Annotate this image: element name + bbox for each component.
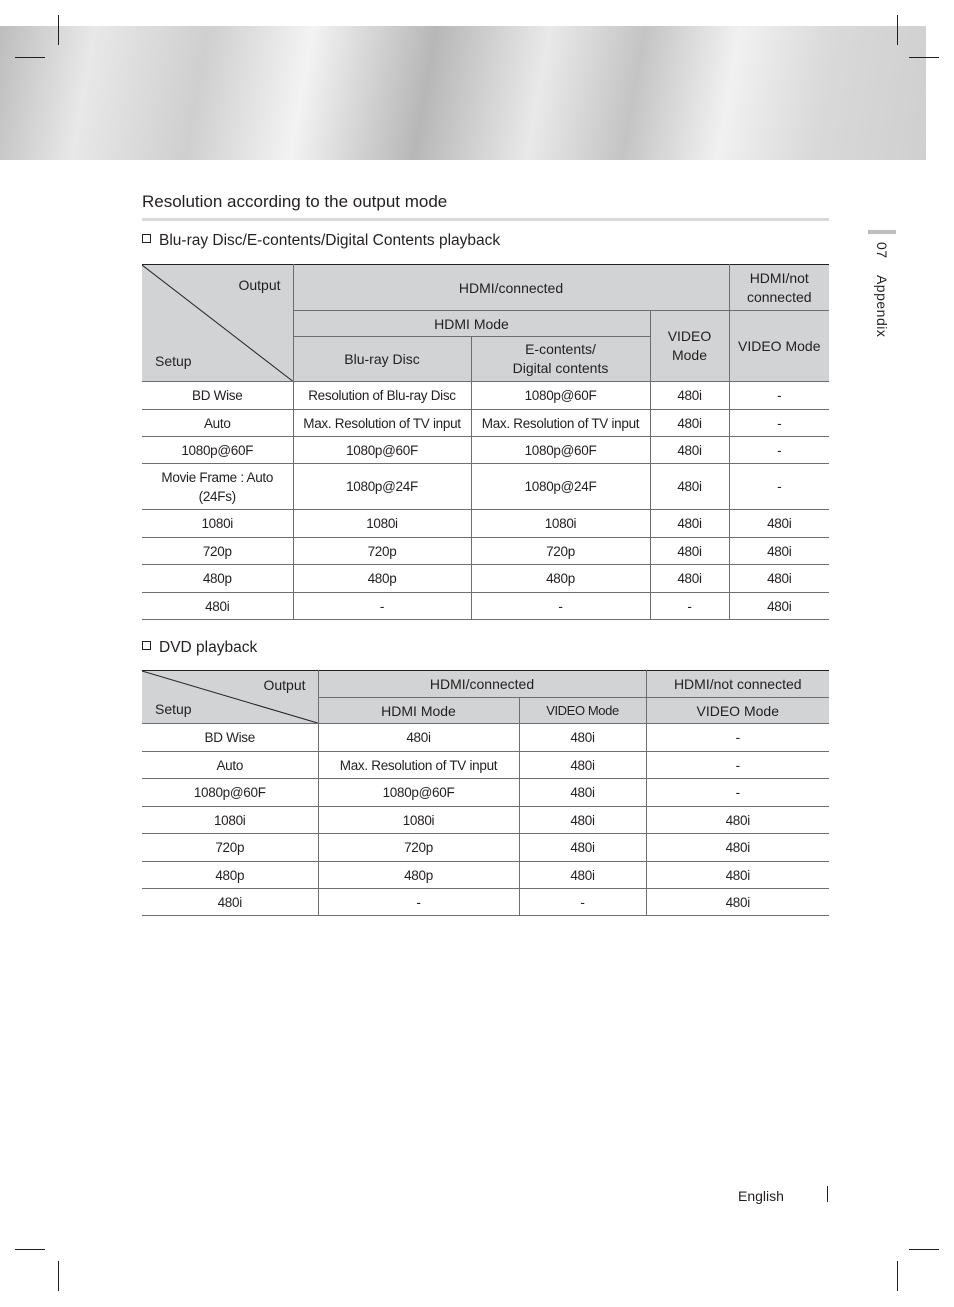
- header-video-mode-not-connected: VIDEO Mode: [646, 698, 829, 724]
- table-row: [142, 779, 829, 807]
- setup-cell: 720p: [142, 834, 318, 862]
- crop-mark: [909, 57, 939, 58]
- corner-output-label: Output: [263, 677, 306, 693]
- crop-mark: [897, 1261, 898, 1291]
- chapter-label: Appendix: [874, 274, 890, 338]
- output-cell: 480i: [729, 565, 829, 593]
- output-cell: 480i: [650, 437, 729, 464]
- setup-cell: 480i: [142, 889, 318, 916]
- output-cell: -: [729, 437, 829, 464]
- table-row: [142, 538, 829, 565]
- output-cell: 480i: [646, 807, 829, 834]
- output-cell: 480i: [318, 724, 519, 752]
- output-cell: 1080p@24F: [293, 464, 471, 510]
- table-row: [142, 464, 829, 510]
- table-row: [142, 807, 829, 834]
- output-cell: 480i: [519, 779, 646, 807]
- output-cell: 720p: [318, 834, 519, 862]
- output-cell: Resolution of Blu-ray Disc: [293, 382, 471, 410]
- table-row: [142, 862, 829, 889]
- table-row: [142, 565, 829, 593]
- output-cell: -: [318, 889, 519, 916]
- output-cell: 480p: [293, 565, 471, 593]
- header-hdmi-mode: HDMI Mode: [293, 311, 650, 337]
- subtitle-bluray: [142, 232, 500, 250]
- table-corner-cell: [142, 671, 318, 724]
- header-video-mode: VIDEO Mode: [519, 698, 646, 724]
- output-cell: 720p: [293, 538, 471, 565]
- table-corner-cell: [142, 265, 293, 382]
- subtitle-bluray-text: Blu-ray Disc/E-contents/Digital Contents playback: [159, 232, 501, 249]
- output-cell: -: [650, 593, 729, 620]
- table-row: [142, 752, 829, 779]
- setup-cell: 1080i: [142, 807, 318, 834]
- output-cell: 1080p@60F: [293, 437, 471, 464]
- crop-mark: [909, 1249, 939, 1250]
- chapter-side-tab: [868, 230, 896, 370]
- output-cell: 480i: [519, 752, 646, 779]
- section-title: Resolution according to the output mode: [142, 192, 829, 221]
- output-cell: 720p: [471, 538, 650, 565]
- header-video-mode: VIDEO Mode: [650, 311, 729, 382]
- output-cell: -: [646, 779, 829, 807]
- output-cell: 480i: [650, 382, 729, 410]
- output-cell: 1080p@60F: [471, 382, 650, 410]
- setup-cell: Auto: [142, 410, 293, 437]
- output-cell: -: [293, 593, 471, 620]
- output-cell: 1080i: [293, 510, 471, 538]
- output-cell: -: [646, 724, 829, 752]
- setup-cell: 480p: [142, 565, 293, 593]
- output-cell: 1080i: [318, 807, 519, 834]
- setup-cell: Movie Frame : Auto (24Fs): [142, 464, 293, 510]
- corner-setup-label: Setup: [155, 353, 192, 369]
- setup-cell: BD Wise: [142, 382, 293, 410]
- table-row: [142, 510, 829, 538]
- setup-cell: 1080p@60F: [142, 779, 318, 807]
- output-cell: 480i: [519, 834, 646, 862]
- output-cell: 480i: [650, 510, 729, 538]
- header-banner: [0, 26, 926, 160]
- output-cell: Max. Resolution of TV input: [318, 752, 519, 779]
- subtitle-dvd-text: DVD playback: [159, 639, 258, 656]
- output-cell: -: [729, 464, 829, 510]
- output-cell: 1080p@24F: [471, 464, 650, 510]
- output-cell: -: [471, 593, 650, 620]
- chapter-number: 07: [874, 242, 890, 259]
- table-row: [142, 410, 829, 437]
- header-hdmi-not-connected: HDMI/not connected: [646, 671, 829, 698]
- output-cell: -: [729, 382, 829, 410]
- side-tab-text: [874, 242, 890, 337]
- header-video-mode-not-connected: VIDEO Mode: [729, 311, 829, 382]
- crop-mark: [58, 1261, 59, 1291]
- table-row: [142, 724, 829, 752]
- output-cell: 480p: [471, 565, 650, 593]
- setup-cell: Auto: [142, 752, 318, 779]
- corner-output-label: Output: [238, 277, 281, 293]
- header-hdmi-mode: HDMI Mode: [318, 698, 519, 724]
- output-cell: 480i: [729, 593, 829, 620]
- table-row: [142, 834, 829, 862]
- output-cell: 1080p@60F: [471, 437, 650, 464]
- corner-setup-label: Setup: [155, 701, 192, 717]
- output-cell: 480i: [650, 565, 729, 593]
- setup-cell: 480p: [142, 862, 318, 889]
- header-hdmi-connected: HDMI/connected: [318, 671, 646, 698]
- setup-cell: 1080p@60F: [142, 437, 293, 464]
- table-row: [142, 593, 829, 620]
- table-row: [142, 382, 829, 410]
- subtitle-dvd: [142, 639, 257, 657]
- output-cell: 480i: [729, 538, 829, 565]
- header-hdmi-connected: HDMI/connected: [293, 265, 729, 311]
- output-cell: 1080p@60F: [318, 779, 519, 807]
- crop-mark: [58, 15, 59, 45]
- output-cell: 480p: [318, 862, 519, 889]
- output-cell: 480i: [650, 538, 729, 565]
- output-cell: 480i: [650, 464, 729, 510]
- output-cell: -: [646, 752, 829, 779]
- dvd-resolution-table: [142, 670, 829, 916]
- output-cell: Max. Resolution of TV input: [471, 410, 650, 437]
- output-cell: Max. Resolution of TV input: [293, 410, 471, 437]
- crop-mark: [15, 57, 45, 58]
- output-cell: 480i: [519, 862, 646, 889]
- output-cell: 480i: [729, 510, 829, 538]
- output-cell: 480i: [646, 834, 829, 862]
- setup-cell: 480i: [142, 593, 293, 620]
- output-cell: 480i: [519, 807, 646, 834]
- header-econtents: E-contents/ Digital contents: [471, 337, 650, 382]
- checkbox-bullet-icon: [142, 234, 151, 243]
- setup-cell: 720p: [142, 538, 293, 565]
- output-cell: -: [729, 410, 829, 437]
- footer-divider: [827, 1186, 828, 1202]
- output-cell: 480i: [646, 862, 829, 889]
- header-bluray-disc: Blu-ray Disc: [293, 337, 471, 382]
- crop-mark: [897, 15, 898, 45]
- output-cell: 480i: [650, 410, 729, 437]
- table-row: [142, 889, 829, 916]
- crop-mark: [15, 1249, 45, 1250]
- output-cell: 480i: [646, 889, 829, 916]
- table-row: [142, 437, 829, 464]
- setup-cell: BD Wise: [142, 724, 318, 752]
- footer-language: English: [738, 1188, 784, 1204]
- output-cell: 1080i: [471, 510, 650, 538]
- output-cell: -: [519, 889, 646, 916]
- output-cell: 480i: [519, 724, 646, 752]
- checkbox-bullet-icon: [142, 641, 151, 650]
- side-tab-bar: [868, 230, 896, 234]
- header-hdmi-not-connected: HDMI/not connected: [729, 265, 829, 311]
- setup-cell: 1080i: [142, 510, 293, 538]
- bluray-resolution-table: [142, 264, 829, 620]
